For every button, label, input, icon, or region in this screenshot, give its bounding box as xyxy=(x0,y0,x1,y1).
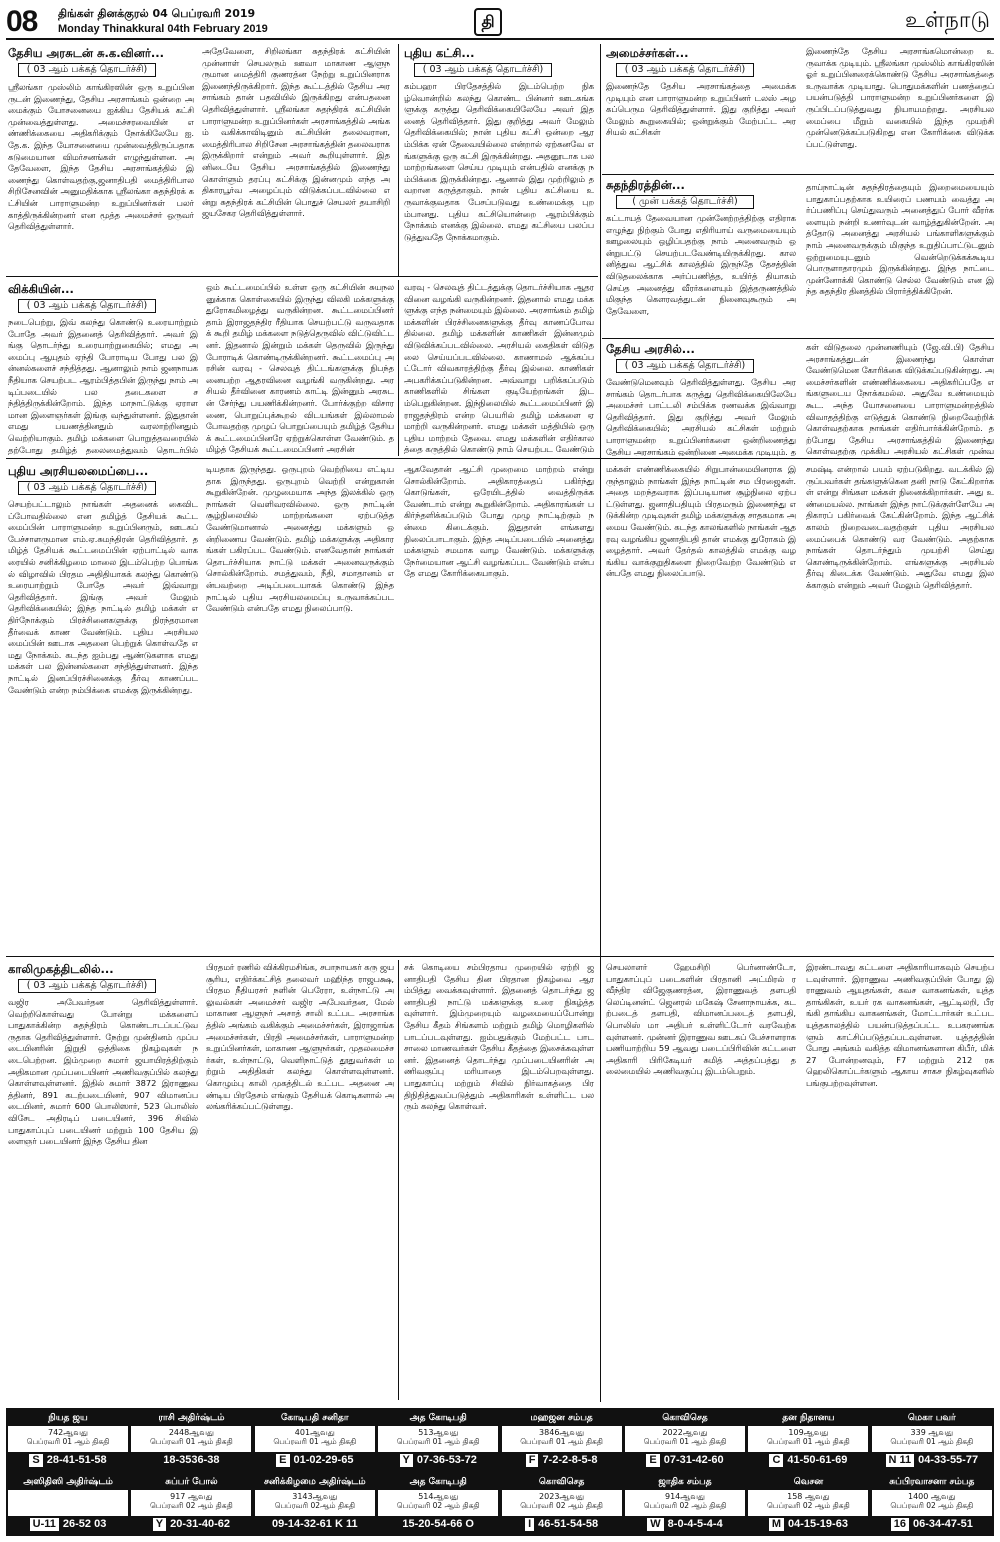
lottery-numbers-text: 20-31-40-62 xyxy=(170,1518,231,1530)
article-body-col-2: ஒம் கூட்டமைப்பில் உள்ள ஒரு கட்சியின் சுயநலனுக்காக கொள்கையில் இருந்து விலகி மக்களுக்கு துரோகமிழைத்து வருகின்றன. கூட்டமைப்பினர் தாம் இராஜதந்திர ரீதியாக செயற்பட்டு வருவதாகக் கூறி தமிழ் மக்களை நடுத்தெருவில் விட்டுவிட்டனர். இதனால் இன்றும் மக்கள் தெருவில் இருந்து போராடிக் கொண்டிருக்கின்றனர். கூட்டமைப்பு அரசின் வரவு - செலவுத் திட்டங்களுக்கு நிபந்தனையற்ற ஆதரவினை வழங்கி வருகின்றது. அரசியல் தீர்வினை காரணம் காட்டி இன்னும் அரசுடன் சேர்ந்து பயணிக்கின்றனர். போர்க்குற்ற விசாரணை, பொறுப்புக்கூறல் விடயங்கள் இல்லாமல் போவதற்கு முழுப் பொறுப்பையும் தமிழ்த் தேசியக் கூட்டமைப்பினரே ஏற்றுக்கொள்ள வேண்டும். தமிழ்த் தேசியக் கூட்டமைப்பினர் அரசின் xyxy=(206,282,394,455)
lottery-numbers-text: 01-02-29-65 xyxy=(293,1454,354,1466)
lottery-winning-numbers xyxy=(255,1452,375,1469)
article-headline: தேசிய அரசில்... xyxy=(606,342,695,356)
lottery-draw-number: 917 ஆவது xyxy=(170,1492,213,1501)
lottery-draw-number: 401ஆவது xyxy=(294,1428,335,1437)
lottery-draw-date: பெப்ரவரி 01 ஆம் திகதி xyxy=(520,1437,603,1446)
page-number: 08 xyxy=(6,5,38,38)
continuation-label: ( 03 ஆம் பக்கத் தொடர்ச்சி) xyxy=(616,63,754,77)
column-rule xyxy=(398,280,399,456)
lottery-draw-number: 914ஆவது xyxy=(665,1492,705,1501)
lottery-numbers-text: 26-52 03 xyxy=(62,1518,107,1530)
lottery-name: ராசி அதிர்ஷ்டம் xyxy=(131,1411,251,1426)
lottery-draw-date: பெப்ரவரி 01 ஆம் திகதி xyxy=(396,1437,480,1446)
lottery-numbers-text: 8-0-4-5-4-4 xyxy=(667,1518,723,1530)
article-galle-face-col-5 xyxy=(806,962,994,1398)
article-headline: தேசிய அரசுடன் சு.க.வினர்... xyxy=(8,46,165,60)
article-body-col-1: ஸ்ரீலங்கா முஸ்லிம் காங்கிரஸின் ஒரு உறுப்பினருடன் இணைந்து, தேசிய அரசாங்கம் ஒன்றை அமைக்கும் யோசனையை ஐக்கிய தேசியக் கட்சி முன்வைத்துள்ளது. அமைச்சரவையின் எண்ணிக்கையை அதிகரிக்கும் நோக்கிலேயே ஐ.தே.க. இந்த யோசனையை முன்வைத்திருப்பதாக கடுமையான விமர்சனங்கள் எழுந்துள்ளன. அதேவேளை, இந்த தேசிய அரசாங்கத்தில் இணைந்து கொள்வதற்கு,ஜனாதிபதி மைத்திரிபால சிறிசேனவின் அனுமதிக்காக ஸ்ரீலங்கா சுதந்திரக் கட்சியின் பாராளுமன்ற உறுப்பினர்கள் பலர் காத்திருக்கின்றனர் என மூத்த அமைச்சர் ஒருவர் தெரிவித்துள்ளார். xyxy=(8,82,194,232)
lottery-series-letter: M xyxy=(769,1518,784,1531)
article-headline: புதிய அரசியலமைப்பை... xyxy=(8,464,149,478)
lottery-name: சுப்பர் போல் xyxy=(131,1475,251,1490)
lottery-result-card xyxy=(378,1475,498,1533)
lottery-draw-date: பெப்ரவரி 01 ஆம் திகதி xyxy=(643,1437,727,1446)
article-new-constitution-col-5 xyxy=(806,464,994,952)
article-new-constitution xyxy=(8,464,198,952)
lottery-name: தன நிதானய xyxy=(748,1411,868,1426)
lottery-draw-date: பெப்ரவரி 01 ஆம் திகதி xyxy=(767,1437,850,1446)
lottery-name: கொவிசெத xyxy=(502,1475,622,1490)
lottery-draw-date: பெப்ரவரி 02 ஆம் திகதி xyxy=(890,1501,974,1510)
lottery-result-card xyxy=(748,1411,868,1469)
article-body-col-2: கள் விடுதலை முன்னணியும் (ஜே.வி.பி) தேசிய அரசாங்கத்துடன் இணைந்து கொள்ள வேண்டுமென கோரிக்கை விடுக்கப்படுகின்றது. அமைச்சர்களின் எண்ணிக்கையை அதிகரிப்பதே எங்களுடைய நோக்கமல்ல. அதுவே உண்மையும் கூட. அந்த யோசனையை பாராளுமன்றத்தில் விவாதத்திற்கு எடுத்துக் கொண்டு நிறைவேற்றிக் கொள்வதற்காக நாங்கள் எதிர்பார்க்கின்றோம். தற்போது தேசிய அரசாங்கத்தில் இணைந்து கொள்வதற்கு முக்கிய அரசியல் கட்சிகள் முன்வ xyxy=(806,342,994,456)
lottery-series-letter: F xyxy=(526,1454,539,1467)
newspaper-logo: தி xyxy=(474,8,502,36)
article-galle-face-col-3 xyxy=(404,962,594,1398)
lottery-draw-number: 3143ஆவது xyxy=(292,1492,338,1501)
lottery-name: கோடிபதி சனிதா xyxy=(255,1411,375,1426)
lottery-draw-number: 158 ஆவது xyxy=(787,1492,830,1501)
lottery-name: கொவிசெத xyxy=(625,1411,745,1426)
masthead xyxy=(6,6,994,40)
lottery-winning-numbers xyxy=(8,1516,128,1533)
article-body-col-2: டியதாக இருந்தது. ஒருபுறம் வெற்றியை எட்டியதாக இருந்தது. ஒருபுறம் வெற்றி என்றுகான் கூறுகின்றேன். முழுமையாக அந்த இலக்கில் ஒரு நாங்கள் வெளிவரவில்லை. ஒரு நாட்டின் சூழ்நிலையில் மாற்றங்களை ஏற்படுத்த வேண்டுமானால் அனைத்து மக்களும் ஒன்றிணைய வேண்டும். தமிழ் மக்களுக்கு அதிகாரங்கள் பகிரப்பட வேண்டும். எனவேதான் நாங்கள் தொடர்ச்சியாக நாட்டு மக்கள் அனைவருக்கும் சொல்கின்றோம். சமத்துவம், நீதி, சமாதானம் என்பவற்றை அடிப்படையாகக் கொண்டு இந்த நாட்டில் புதிய அரசியலமைப்பு உருவாக்கப்பட வேண்டும் என்பதே எமது நிலைப்பாடு. xyxy=(206,464,394,614)
article-body-col-2: பிரதமர் ரணில் விக்கிரமசிங்க, சபாநாயகர் கரு ஜயசூரிய, எதிர்க்கட்சித் தலைவர் மஹிந்த ராஜபக்ஷ, பிரதம நீதியரசர் நளின் பெரேரா, உள்நாட்டு அலுவல்கள் அமைச்சர் வஜிர அபேவர்தன, மேல் மாகாண ஆளுநர் அசாத் சாலி உட்பட அரசாங்கத்தில் அங்கம் வகிக்கும் அமைச்சர்கள், இராஜாங்க அமைச்சர்கள், பிரதி அமைச்சர்கள், பாராளுமன்ற உறுப்பினர்கள், மாகாண ஆளுநர்கள், முதலமைச்சர்கள், உள்நாட்டு, வெளிநாட்டுத் தூதுவர்கள் மற்றும் அதிதிகள் கலந்து கொள்ளவுள்ளனர். கொழும்பு காலி முகத்திடல் உட்பட அதனை அண்டிய பிரதேசம் எங்கும் தேசியக் கொடிகளால் அலங்கரிக்கப்பட்டுள்ளது. xyxy=(206,962,394,1112)
lottery-winning-numbers xyxy=(872,1452,992,1469)
lottery-winning-numbers xyxy=(378,1516,498,1533)
lottery-winning-numbers xyxy=(748,1452,868,1469)
article-body-col-2: தாய்நாட்டின் சுதந்திரத்தையும் இறைமையையும் பாதுகாப்பதற்காக உயிரைப் பணயம் வைத்து அர்ப்பணிப்பு செய்துவரும் அனைத்துப் போர் வீரர்களையும் நன்றி உணர்வுடன் வாழ்த்துகின்றேன். அத்தோடு அனைத்து அரசியல் பங்காளிகளுக்கும் நாம் அனைவருக்கும் மிகுந்த உறுதிப்பாட்டுடனும் ஒற்றுமையுடனும் வென்றெடுக்கக்கூடிய பொருளாதாரமும் இருக்கின்றது. இந்த நாட்டை முன்னோக்கி கொண்டு செல்ல வேண்டும் என இந்த சுதந்திர தினத்தில் பிரார்த்திக்கிறேன். xyxy=(806,182,994,297)
lottery-series-letter: N 11 xyxy=(886,1454,915,1467)
lottery-numbers-text: 7-2-2-8-5-8 xyxy=(542,1454,598,1466)
divider xyxy=(6,956,994,957)
article-body-col-1: கட்டாயத் தேவையான முன்னேற்றத்திற்கு எதிராக எழுந்து நிற்கும் போது எதிரியாய் வருமையையும் ஊழலையும் ஒழிப்பதற்கு நாம் அனைவரும் ஒன்றுபட்டு செயற்படவேண்டியிருக்கிறது. காலனித்துவ ஆட்சிக் காலத்தில் இருந்தே தேசத்தின் விடுதலைக்காக அர்ப்பணித்த, உயிர்த் தியாகம் செய்த அனைத்து வீரர்களையும் இத்தருணத்தில் மிகுந்த கௌரவத்துடன் நினைவுகூரும் அதேவேளை, xyxy=(606,213,796,316)
lottery-winning-numbers xyxy=(502,1452,622,1469)
continuation-label: ( 03 ஆம் பக்கத் தொடர்ச்சி) xyxy=(18,979,156,993)
lottery-results-panel xyxy=(6,1408,994,1536)
lottery-series-letter: S xyxy=(29,1454,42,1467)
article-body-col-1: வஜிர அபேவர்தன தெரிவித்துள்ளார். வெற்றிகொள்வது போன்று மக்களைப் பாதுகாக்கின்ற சுதந்திரம் கொண்டாடப்பட்டுவருதாக தெரிவித்துள்ளார். நேற்று முன்தினம் முப்படையினரின் இறுதி ஒத்திகை நிகழ்வுகள் நடைபெற்றன. இம்முறை சுமார் ஜயாயிரத்திற்கும் அதிகமான முப்படையினர் அணிவகுப்பில் கலந்து கொள்ளவுள்ளனர். இதில் சுமார் 3872 இராணுவத்தினர், 891 கடற்படையினர், 907 விமானப்படையினர், சுமார் 600 பொலிஸார், 523 பொலிஸ் விசேட அதிரடிப் படையினர், 396 சிவில் பாதுகாப்புப் படையினர் மற்றும் 100 தேசிய இளைஞர் படையினர் இந்த தேசிய தின xyxy=(8,997,198,1147)
article-wigneswaran-col-2 xyxy=(206,282,394,456)
continuation-label: ( முன் பக்கத் தொடர்ச்சி) xyxy=(616,195,754,209)
lottery-name: அத கோடிபதி xyxy=(378,1475,498,1490)
lottery-numbers-text: 06-34-47-51 xyxy=(912,1518,973,1530)
lottery-draw-date: பெப்ரவரி 01 ஆம் திகதி xyxy=(890,1437,974,1446)
lottery-draw-date: பெப்ரவரி 01 ஆம் திகதி xyxy=(150,1437,233,1446)
lottery-winning-numbers xyxy=(502,1516,622,1533)
divider xyxy=(6,458,994,459)
article-headline: சுதந்திரத்தின்... xyxy=(606,178,685,192)
lottery-result-card xyxy=(872,1475,992,1533)
lottery-series-letter: U-11 xyxy=(30,1518,59,1531)
article-body-col-5: இரண்டாவது கட்டளை அதிகாரியாகவும் செயற்படவுள்ளார். இராணுவ அணிவகுப்பின் போது இராணுவம் ஆயுதங்கள், கவச வாகனங்கள், யுத்த தாங்கிகள், உயர் ரக வாகனங்கள், ஆட்டிலறி, பீரங்கி தாங்கிய வாகனங்கள், மோட்டார்கள் உட்பட யுத்தகாலத்தில் பயன்படுத்தப்பட்ட உபகரணங்களும் காட்சிப்படுத்தப்படவுள்ளன. யுத்தத்தின் போது அங்கம் வகித்த விமானங்களான கிபீர், மிக் 27 போன்றனவும், F7 மற்றும் 212 ரக ஹெலிகொப்டர்களும் ஆகாய சாகச நிகழ்வுகளில் பங்குபற்றவுள்ளன. xyxy=(806,962,994,1088)
lottery-draw-number: 742ஆவது xyxy=(48,1428,88,1437)
lottery-draw-date: பெப்ரவரி 02 ஆம் திகதி xyxy=(643,1501,727,1510)
lottery-series-letter: W xyxy=(647,1518,663,1531)
lottery-result-card xyxy=(625,1475,745,1533)
lottery-winning-numbers xyxy=(872,1516,992,1533)
divider xyxy=(602,338,994,339)
date-line-tamil: திங்கள் தினக்குரல் 04 பெப்ரவரி 2019 xyxy=(58,7,256,20)
lottery-winning-numbers xyxy=(255,1516,375,1533)
lottery-name: சுப்பிரவாசனா சம்பத xyxy=(872,1475,992,1490)
article-body-col-1: செயற்பட்டாலும் நாங்கள் அதனைக் கைவிடப்போவதில்லை என தமிழ்த் தேசியக் கூட்டமைப்பின் பாராளுமன்ற உறுப்பினரும், ஊடகப் பேச்சாளருமான எம்.ஏ.சுமந்திரன் தெரிவித்தார். தமிழ்த் தேசியக் கூட்டமைப்பின் ஏற்பாட்டில் வாகரையில் சனிக்கிழமை மாலை இடம்பெற்ற பொங்கல் விழாவில் பிரதம அதிதியாகக் கலந்து கொண்டு உரையாற்றும் போதே அவர் இவ்வாறு தெரிவித்தார். இங்கு அவர் மேலும் தெரிவிக்கையில்; இந்த நாட்டில் தமிழ் மக்கள் எதிர்நோக்கும் பிரச்சினைகளுக்கு நிரந்தரமான தீர்வைக் காண வேண்டும். புதிய அரசியலமைப்பின் ஊடாக அதனை பெற்றுக் கொள்வதே எமது நோக்கம். கடந்த ஐம்பது ஆண்டுகளாக எமது மக்கள் பல இன்னல்களை சந்தித்துள்ளனர். இந்த நாட்டில் இனப்பிரச்சினைக்கு தீர்வு காணப்பட வேண்டும் என்ற நம்பிக்கை எமக்கு இருக்கின்றது. xyxy=(8,499,198,695)
lottery-name: அஸிதிஸி அதிர்ஷ்டம் xyxy=(8,1475,128,1490)
lottery-result-card xyxy=(8,1411,128,1469)
lottery-draw-number: 2448ஆவது xyxy=(168,1428,214,1437)
article-galle-face-col-2 xyxy=(206,962,394,1398)
lottery-draw-date: பெப்ரவரி 01 ஆம் திகதி xyxy=(273,1437,357,1446)
lottery-series-letter: E xyxy=(276,1454,289,1467)
lottery-draw-number: 514ஆவது xyxy=(418,1492,459,1501)
article-body-col-1: கம்பஹா பிரதேசத்தில் இடம்பெற்ற நிகழ்வொன்றில் கலந்து கொண்ட பின்னர் ஊடகங்களுக்கு கருத்து தெரிவிக்கையிலேயே அவர் இதனைத் தெரிவித்தார். இது குறித்து அவர் மேலும் தெரிவிக்கையில்; நான் புதிய கட்சி ஒன்றை ஆரம்பிக்க ஏன் தேவையில்லை என்றால் ஏற்கனவே எங்களுக்கு ஒரு கட்சி இருக்கின்றது. அதனூடாக பல மாற்றங்களை செய்ய முடியும் என்பதில் எனக்கு நம்பிக்கை இருக்கின்றது. ஆனால் இது முற்றிலும் தவறான கருத்தாகும். நான் புதிய கட்சியை உருவாக்குவதாக பேசப்படுவது உண்மைக்கு புறம்பானது. புதிய கட்சியொன்றை ஆரம்பிக்கும் நோக்கம் எனக்கு இல்லை. எமது கட்சியை பலப்படுத்துவதே நோக்கமாகும். xyxy=(404,81,594,242)
lottery-numbers-text: 09-14-32-61 K 11 xyxy=(271,1518,358,1530)
article-headline: அமைச்சர்கள்... xyxy=(606,46,689,60)
continuation-label: ( 03 ஆம் பக்கத் தொடர்ச்சி) xyxy=(414,63,552,77)
lottery-winning-numbers xyxy=(625,1516,745,1533)
lottery-result-card xyxy=(131,1475,251,1533)
lottery-numbers-text: 41-50-61-69 xyxy=(787,1454,848,1466)
column-rule xyxy=(398,44,399,276)
lottery-numbers-text: 04-33-55-77 xyxy=(918,1454,979,1466)
lottery-series-letter: I xyxy=(525,1518,534,1531)
lottery-numbers-text: 15-20-54-66 O xyxy=(402,1518,474,1530)
article-new-constitution-col-2 xyxy=(206,464,394,952)
lottery-draw-date: பெப்ரவரி 02 ஆம் திகதி xyxy=(520,1501,603,1510)
continuation-label: ( 03 ஆம் பக்கத் தொடர்ச்சி) xyxy=(18,299,156,313)
article-headline: விக்கியின்... xyxy=(8,282,74,296)
lottery-result-card xyxy=(502,1411,622,1469)
lottery-result-card xyxy=(872,1411,992,1469)
section-title: உள்நாடு xyxy=(904,8,990,33)
article-body-col-4: மக்கள் எண்ணிக்கையில் சிறுபான்மையினராக இருந்தாலும் நாங்கள் இந்த நாட்டின் சம பிரஜைகள். அதை மறந்தவராக இப்படியான சூழ்நிலை ஏற்பட்டுள்ளது. ஜனாதிபதியும் பிரதமரும் இணைந்து எடுக்கின்ற முடிவுகள் தமிழ் மக்களுக்கு சாதகமாக அமைய வேண்டும். கடந்த காலங்களில் நாங்கள் ஆதரவு வழங்கிய ஜனாதிபதி தான் எமக்கு துரோகம் இழைத்தார். அவர் தேர்தல் காலத்தில் எமக்கு வழங்கிய வாக்குறுதிகளை நிறைவேற்ற வேண்டும் என்பதே எமது நிலைப்பாடு. xyxy=(606,464,796,579)
article-body-col-5: சமஷ்டி என்றால் பயம் ஏற்படுகிறது. வடக்கில் இருப்பவர்கள் தங்களுக்கென தனி நாடு கேட்கிறார்கள் என்று சிங்கள மக்கள் நினைக்கிறார்கள். அது உண்மையல்ல. நாங்கள் இந்த நாட்டுக்குள்ளேயே அதிகாரப் பகிர்வைக் கேட்கின்றோம். இந்த ஆட்சிக் காலம் நிறைவடைவதற்குள் புதிய அரசியலமைப்பைக் கொண்டு வர வேண்டும். அதற்காக நாங்கள் தொடர்ந்தும் முயற்சி செய்து கொண்டிருக்கின்றோம். எங்களுக்கு அரசியல் தீர்வு கிடைக்க வேண்டும். அதுவே எமது இலக்காகும் என்றும் அவர் மேலும் தெரிவித்தார். xyxy=(806,464,994,590)
article-headline: புதிய கட்சி... xyxy=(404,46,475,60)
lottery-draw-number: 339 ஆவது xyxy=(910,1428,954,1437)
article-national-govt-slfp-col-2 xyxy=(202,46,390,271)
lottery-name: நியத ஜய xyxy=(8,1411,128,1426)
lottery-numbers-text: 07-31-42-60 xyxy=(663,1454,724,1466)
lottery-result-card xyxy=(502,1475,622,1533)
continuation-label: ( 03 ஆம் பக்கத் தொடர்ச்சி) xyxy=(18,63,156,77)
column-rule xyxy=(398,960,399,1400)
lottery-draw-date: பெப்ரவரி 02ஆம் திகதி xyxy=(274,1501,355,1510)
date-line-english: Monday Thinakkural 04th February 2019 xyxy=(58,23,268,35)
lottery-winning-numbers xyxy=(131,1452,251,1469)
lottery-draw-number: 513ஆவது xyxy=(418,1428,459,1437)
continuation-label: ( 03 ஆம் பக்கத் தொடர்ச்சி) xyxy=(18,481,156,495)
column-rule xyxy=(600,44,601,1402)
lottery-draw-number: 2023ஆவது xyxy=(539,1492,585,1501)
article-independence-col-2 xyxy=(806,182,994,336)
article-wigneswaran-col-3 xyxy=(404,282,594,456)
article-body-col-3: வரவு - செலவுத் திட்டத்துக்கு தொடர்ச்சியாக ஆதரவினை வழங்கி வருகின்றனர். இதனால் எமது மக்களுக்கு எந்த நன்மையும் இல்லை. அரசாங்கம் தமிழ் மக்களின் பிரச்சினைகளுக்கு தீர்வு காணப்போவதில்லை. தமிழ் மக்களின் காணிகள் இன்னமும் விடுவிக்கப்படவில்லை. அரசியல் கைதிகள் விடுதலை செய்யப்படவில்லை. காணாமல் ஆக்கப்பட்டோர் விவகாரத்திற்கு தீர்வு இல்லை. காணிகள் அபகரிக்கப்படுகின்றன. அவ்வாறு பறிக்கப்படும் காணிகளில் சிங்கள குடியேற்றங்கள் இடம்பெறுகின்றன. இந்நிலையில் கூட்டமைப்பினர் இராஜதந்திரம் என்ற பெயரில் தமிழ் மக்களை ஏமாற்றி வருகின்றனர். எமது மக்கள் மத்தியில் ஒரு புதிய மாற்றம் தேவை. எமது மக்களின் எதிர்காலத்தை கருத்தில் கொண்டு நாம் செயற்பட வேண்டும் xyxy=(404,282,594,455)
lottery-result-card xyxy=(748,1475,868,1533)
lottery-winning-numbers xyxy=(8,1452,128,1469)
article-national-govt-col-2 xyxy=(806,342,994,456)
article-national-govt xyxy=(606,342,796,456)
lottery-name: மஹஜன சம்பத xyxy=(502,1411,622,1426)
lottery-result-card xyxy=(8,1475,128,1533)
lottery-numbers-text: 04-15-19-63 xyxy=(788,1518,848,1530)
continuation-label: ( 03 ஆம் பக்கத் தொடர்ச்சி) xyxy=(616,359,754,373)
article-body-col-1: வேண்டுமெனவும் தெரிவித்துள்ளது. தேசிய அரசாங்கம் தொடர்பாக கருத்து தெரிவிக்கையிலேயே அமைச்சர் பாட்டலி சம்பிக்க ரணவக்க இவ்வாறு தெரிவித்தார். இது குறித்து அவர் மேலும் தெரிவிக்கையில்; அரசியல் கட்சிகள் மற்றும் பாராளுமன்ற உறுப்பினர்களை ஒன்றிணைத்து தேசிய அரசாங்கம் ஒன்றினை அமைக்க முடியும். த xyxy=(606,377,796,456)
lottery-result-card xyxy=(378,1411,498,1469)
lottery-draw-date: பெப்ரவரி 01 ஆம் திகதி xyxy=(26,1437,110,1446)
article-body-col-1: இணைந்தே தேசிய அரசாங்கத்தை அமைக்க முடியும் என பாராளுமன்ற உறுப்பினர் டலஸ் அழகப்பெரும தெரிவித்துள்ளார். இது குறித்து அவர் மேலும் கூறுகையில்; ஒன்றுக்கும் மேற்பட்ட அரசியல் கட்சிகள் xyxy=(606,81,796,138)
lottery-winning-numbers xyxy=(625,1452,745,1469)
lottery-numbers-text: 07-36-53-72 xyxy=(416,1454,477,1466)
divider xyxy=(602,174,994,175)
lottery-draw-number: 1400 ஆவது xyxy=(907,1492,956,1501)
article-new-party xyxy=(404,46,594,271)
lottery-winning-numbers xyxy=(131,1516,251,1533)
article-new-constitution-col-3 xyxy=(404,464,594,952)
article-body-col-2: அதேவேளை, சிறிலங்கா சுதந்திரக் கட்சியின் முன்னாள் செயலரும் ஊவா மாகாண ஆளுநருமான மைத்திரி குணரத்ன நேற்று உறுப்பினராக இணைந்திருக்கிறார். இந்த கூட்டத்தில் தேசிய அரசாங்கம் தான் பதவியில் இருக்கிறது என்பதனை தெரிவித்துள்ளார். ஸ்ரீலங்கா சுதந்திரக் கட்சியின் பாராளுமன்ற உறுப்பினர்கள் அரசாங்கத்தில் அங்கம் வகிக்காவிடினும் கட்சியின் தலைவரான, மைத்திரிபால சிறிசேன அரசாங்கத்தின் தலைவராக இருக்கிறார் என்றும் அவர் கூறியுள்ளார். இதனிடையே தேசிய அரசாங்கத்தில் இணைந்து கொள்ளும் தரப்பு கட்சிக்கு இன்னமும் எந்த அதிகாரபூர்வ அழைப்பும் விடுக்கப்படவில்லை என்று சுதந்திரக் கட்சியின் பொதுச் செயலர் தயாசிறி ஜயசேகர தெரிவித்துள்ளார். xyxy=(202,46,390,219)
lottery-series-letter: C xyxy=(769,1454,783,1467)
article-new-constitution-col-4 xyxy=(606,464,796,952)
lottery-result-card xyxy=(255,1475,375,1533)
lottery-draw-date: பெப்ரவரி 02 ஆம் திகதி xyxy=(396,1501,480,1510)
lottery-name: மெகா பவர் xyxy=(872,1411,992,1426)
lottery-result-card xyxy=(131,1411,251,1469)
lottery-name: ஜாதிக சம்பத xyxy=(625,1475,745,1490)
lottery-result-card xyxy=(625,1411,745,1469)
lottery-draw-number: 109ஆவது xyxy=(788,1428,829,1437)
article-independence xyxy=(606,178,796,336)
article-body-col-2: இணைந்தே தேசிய அரசாங்கமொன்றை உருவாக்க முடியும். ஸ்ரீலங்கா முஸ்லிம் காங்கிரஸின் ஓர் உறுப்பினரைக்கொண்டு தேசிய அரசாங்கத்தை உருவாக்க முடியாது. பொதுமக்களின் பணத்தைப் பயன்படுத்தி பாராளுமன்ற உறுப்பினர்களை இருப்பிடப்படுத்துவது நியாயமற்றது. அரசியலமைப்பை மீறும் வகையில் இந்த முயற்சி முன்னெடுக்கப்படுகிறது என கோரிக்கை விடுக்கப்பட்டுள்ளது. xyxy=(806,46,994,149)
lottery-series-letter: E xyxy=(646,1454,659,1467)
lottery-name: வெசன xyxy=(748,1475,868,1490)
lottery-numbers-text: 46-51-54-58 xyxy=(538,1518,599,1530)
article-headline: காலிமுகத்திடலில்... xyxy=(8,962,114,976)
lottery-series-letter: Y xyxy=(153,1518,166,1531)
lottery-winning-numbers xyxy=(748,1516,868,1533)
article-ministers xyxy=(606,46,796,166)
article-galle-face-col-4 xyxy=(606,962,796,1398)
lottery-name: அத கோடிபதி xyxy=(378,1411,498,1426)
divider xyxy=(6,276,598,277)
article-body-col-1: நடைபெற்று, இவ் கலந்து கொண்டு உரையாற்றும் போதே அவர் இதனைத் தெரிவித்தார். அவர் இங்கு தொடர்ந்து உரையாற்றுகையில்; எமது அமைப்பு ஆயுதம் ஏந்தி போராடிய போது பல இன்னல்களைச் சந்தித்தது. ஆனாலும் நாம் ஜனநாயக நீதியாக செயற்பட ஆரம்பித்தபின் இருந்து நாம் அடிப்படையில் பல தடைகளை சந்தித்திருக்கின்றோம். இந்த மாநாட்டுக்கு ஏராளமான இளைஞர்கள் இங்கு வந்துள்ளனர். இதுதான் எமது பயணத்தினதும் வரலாற்றினதும் வெற்றியாகும். தமிழ் மக்களை பொறுத்தவரையில் தற்போது தமிழ்த் தலைமைத்துவம் தொடர்பில் xyxy=(8,317,198,455)
article-body-col-4: செயலாளர் ஹேமசிறி பெர்னாண்டோ, பாதுகாப்புப் படைகளின் பிரதானி அட்மிரல் ரவீந்திர விஜேகுணரத்ன, இராணுவத் தளபதி லெப்டினன்ட் ஜெனரல் மகேஷ் சேனாநாயக்க, கடற்படைத் தளபதி, விமானப்படைத் தளபதி, பொலிஸ் மா அதிபர் உள்ளிட்டோர் வரவேற்கவுள்ளனர். முன்னர் இராணுவ ஊடகப் பேச்சாளராக பணியாற்றிய 59 ஆவது படைப்பிரிவின் கட்டளை அதிகாரி பிரிகேடியர் சுமித் அத்தப்பத்து தலைமையில் அணிவகுப்பு இடம்பெறும். xyxy=(606,962,796,1077)
lottery-numbers-text: 18-3536-38 xyxy=(163,1454,220,1466)
lottery-series-letter: 16 xyxy=(891,1518,909,1531)
lottery-result-card xyxy=(255,1411,375,1469)
lottery-draw-number: 3846ஆவது xyxy=(539,1428,585,1437)
lottery-name: சனிக்கிழமை அதிர்ஷ்டம் xyxy=(255,1475,375,1490)
lottery-draw-number: 2022ஆவது xyxy=(662,1428,708,1437)
lottery-draw-date: பெப்ரவரி 02 ஆம் திகதி xyxy=(767,1501,850,1510)
article-galle-face xyxy=(8,962,198,1398)
article-wigneswaran xyxy=(8,282,198,456)
lottery-numbers-text: 28-41-51-58 xyxy=(46,1454,107,1466)
lottery-series-letter: Y xyxy=(400,1454,413,1467)
article-body-col-3: சக் கொடியை சம்பிரதாய முறையில் ஏற்றி ஜனாதிபதி தேசிய தின பிரதான நிகழ்வை ஆரம்பித்து வைக்கவுள்ளார். இதனைத் தொடர்ந்து ஜனாதிபதி நாட்டு மக்களுக்கு உரை நிகழ்த்தவுள்ளார். இம்முறையும் வழமையைப்போன்று தேசிய கீதம் சிங்களம் மற்றும் தமிழ் மொழிகளில் பாடப்படவுள்ளது. ஐம்பதுக்கும் மேற்பட்ட பாடசாலை மாணவர்கள் தேசிய கீதத்தை இசைக்கவுள்ளனர். இதனைத் தொடர்ந்து முப்படையினரின் அணிவகுப்பு மரியாதை இடம்பெறவுள்ளது. பாதுகாப்பு மற்றும் சிவில் நிர்வாகத்தை பிரதிநிதித்துவப்படுத்தும் அதிகாரிகள் உள்ளிட்ட பலரும் கலந்து கொள்வர். xyxy=(404,962,594,1112)
article-body-col-3: ஆகவேதான் ஆட்சி முறைமை மாற்றம் என்று சொல்கின்றோம். அதிகாரத்தைப் பகிர்ந்து கொடுங்கள், ஒரேயிடத்தில் வைத்திருக்க வேண்டாம் என்று கூறுகின்றோம். அதிகாரங்கள் பகிர்ந்தளிக்கப்படும் போது முழு நாட்டிற்கும் நன்மை கிடைக்கும். இதுதான் எங்களது நிலைப்பாடாகும். இந்த அடிப்படையில் அனைத்து மக்களும் சமமாக வாழ வேண்டும். மக்களுக்கு நேர்மையான ஆட்சி வழங்கப்பட வேண்டும் என்பதே எமது கோரிக்கையாகும். xyxy=(404,464,594,579)
lottery-winning-numbers xyxy=(378,1452,498,1469)
lottery-draw-date: பெப்ரவரி 02 ஆம் திகதி xyxy=(150,1501,233,1510)
article-ministers-col-2 xyxy=(806,46,994,176)
